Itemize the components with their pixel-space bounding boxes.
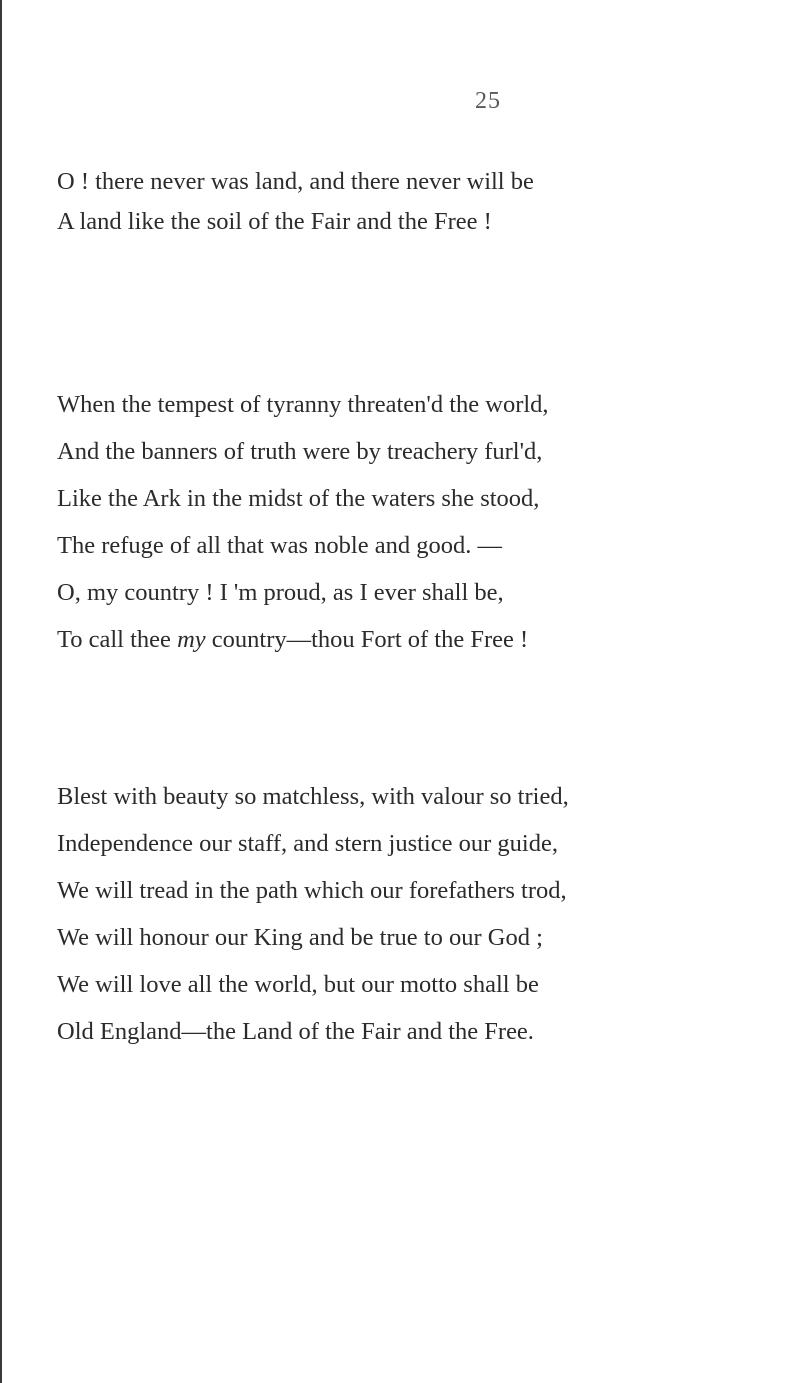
- verse-line: Like the Ark in the midst of the waters she stood,: [57, 485, 540, 512]
- verse-line: We will tread in the path which our forefathers trod,: [57, 877, 567, 904]
- verse-line: O ! there never was land, and there never will be: [57, 168, 534, 195]
- verse-line: O, my country ! I 'm proud, as I ever shall be,: [57, 579, 504, 606]
- verse-line: [57, 616, 757, 663]
- page-edge: [0, 0, 2, 1383]
- verse-line: We will honour our King and be true to our God ;: [57, 924, 543, 951]
- verse-line: Old England—the Land of the Fair and the Free.: [57, 1018, 534, 1045]
- page-number: 25: [475, 88, 501, 114]
- verse-line: We will love all the world, but our motto shall be: [57, 971, 539, 998]
- verse-line: A land like the soil of the Fair and the Free !: [57, 208, 492, 235]
- stanza-3: [57, 773, 757, 1055]
- emphasized-word: my: [177, 626, 206, 653]
- verse-line: And the banners of truth were by treachery furl'd,: [57, 438, 543, 465]
- verse-text: To call thee: [57, 626, 178, 653]
- verse-text: country—thou Fort of the Free !: [205, 626, 529, 653]
- stanza-1: [57, 162, 757, 242]
- stanza-2: [57, 381, 757, 663]
- verse-line: Independence our staff, and stern justice our guide,: [57, 830, 558, 857]
- verse-line: Blest with beauty so matchless, with valour so tried,: [57, 783, 569, 810]
- verse-line: The refuge of all that was noble and good. —: [57, 532, 502, 559]
- verse-line: When the tempest of tyranny threaten'd the world,: [57, 391, 549, 418]
